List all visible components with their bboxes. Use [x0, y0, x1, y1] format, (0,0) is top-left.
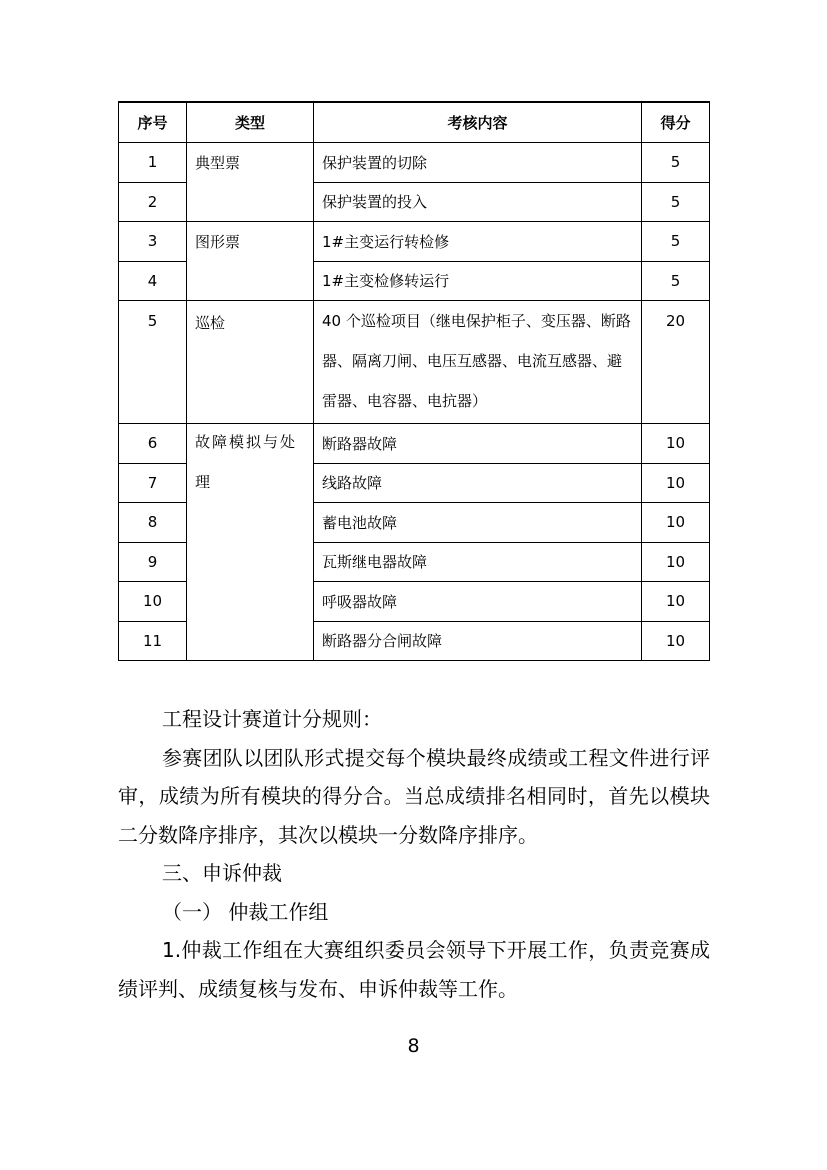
row-score: 10: [642, 542, 710, 582]
header-score: 得分: [642, 102, 710, 143]
row-content: 线路故障: [314, 463, 642, 503]
row-no: 3: [119, 222, 187, 262]
row-content-cell: [314, 301, 642, 424]
row-no: 7: [119, 463, 187, 503]
row-type: 典型票: [187, 143, 314, 222]
row-content: 1#主变运行转检修: [314, 222, 642, 262]
row-content: 瓦斯继电器故障: [314, 542, 642, 582]
row-score: 10: [642, 424, 710, 464]
row-type: 故障模拟与处理: [195, 433, 298, 491]
row-score: 5: [642, 182, 710, 222]
table-row: [119, 424, 710, 464]
body-text: [118, 700, 710, 1008]
row-content: 保护装置的投入: [314, 182, 642, 222]
header-type: 类型: [187, 102, 314, 143]
row-no: 9: [119, 542, 187, 582]
rule-title: 工程设计赛道计分规则：: [162, 707, 382, 731]
row-score: 20: [642, 301, 710, 424]
table-row: [119, 301, 710, 424]
row-score: 10: [642, 463, 710, 503]
header-content: 考核内容: [314, 102, 642, 143]
row-score: 5: [642, 261, 710, 301]
row-score: 10: [642, 582, 710, 622]
row-score: 10: [642, 621, 710, 661]
table-row: [119, 222, 710, 262]
row-content: 40 个巡检项目（继电保护柜子、变压器、断路器、隔离刀闸、电压互感器、电流互感器、避雷器、电容器、电抗器）: [322, 312, 631, 410]
row-type: 巡检: [187, 301, 314, 424]
row-no: 11: [119, 621, 187, 661]
subsection-heading: （一） 仲裁工作组: [162, 899, 329, 924]
row-no: 2: [119, 182, 187, 222]
table-header-row: [119, 102, 710, 143]
row-no: 5: [119, 301, 187, 424]
row-type-cell: [187, 424, 314, 661]
header-no: 序号: [119, 102, 187, 143]
row-content: 保护装置的切除: [314, 143, 642, 183]
item-paragraph: 1.仲裁工作组在大赛组织委员会领导下开展工作，负责竞赛成绩评判、成绩复核与发布、申诉仲裁等工作。: [118, 938, 710, 1001]
row-score: 5: [642, 222, 710, 262]
row-content: 蓄电池故障: [314, 503, 642, 543]
section-heading: 三、申诉仲裁: [162, 861, 282, 885]
row-no: 1: [119, 143, 187, 183]
row-content: 断路器故障: [314, 424, 642, 464]
row-score: 10: [642, 503, 710, 543]
row-content: 1#主变检修转运行: [314, 261, 642, 301]
row-no: 10: [119, 582, 187, 622]
row-no: 4: [119, 261, 187, 301]
row-no: 6: [119, 424, 187, 464]
score-table: [118, 101, 710, 661]
page-number: 8: [407, 1035, 420, 1057]
table-row: [119, 143, 710, 183]
row-type: 图形票: [187, 222, 314, 301]
row-no: 8: [119, 503, 187, 543]
row-content: 呼吸器故障: [314, 582, 642, 622]
row-content: 断路器分合闸故障: [314, 621, 642, 661]
rule-body: 参赛团队以团队形式提交每个模块最终成绩或工程文件进行评审，成绩为所有模块的得分合。当总成绩排名相同时，首先以模块二分数降序排序，其次以模块一分数降序排序。: [118, 745, 710, 847]
row-score: 5: [642, 143, 710, 183]
